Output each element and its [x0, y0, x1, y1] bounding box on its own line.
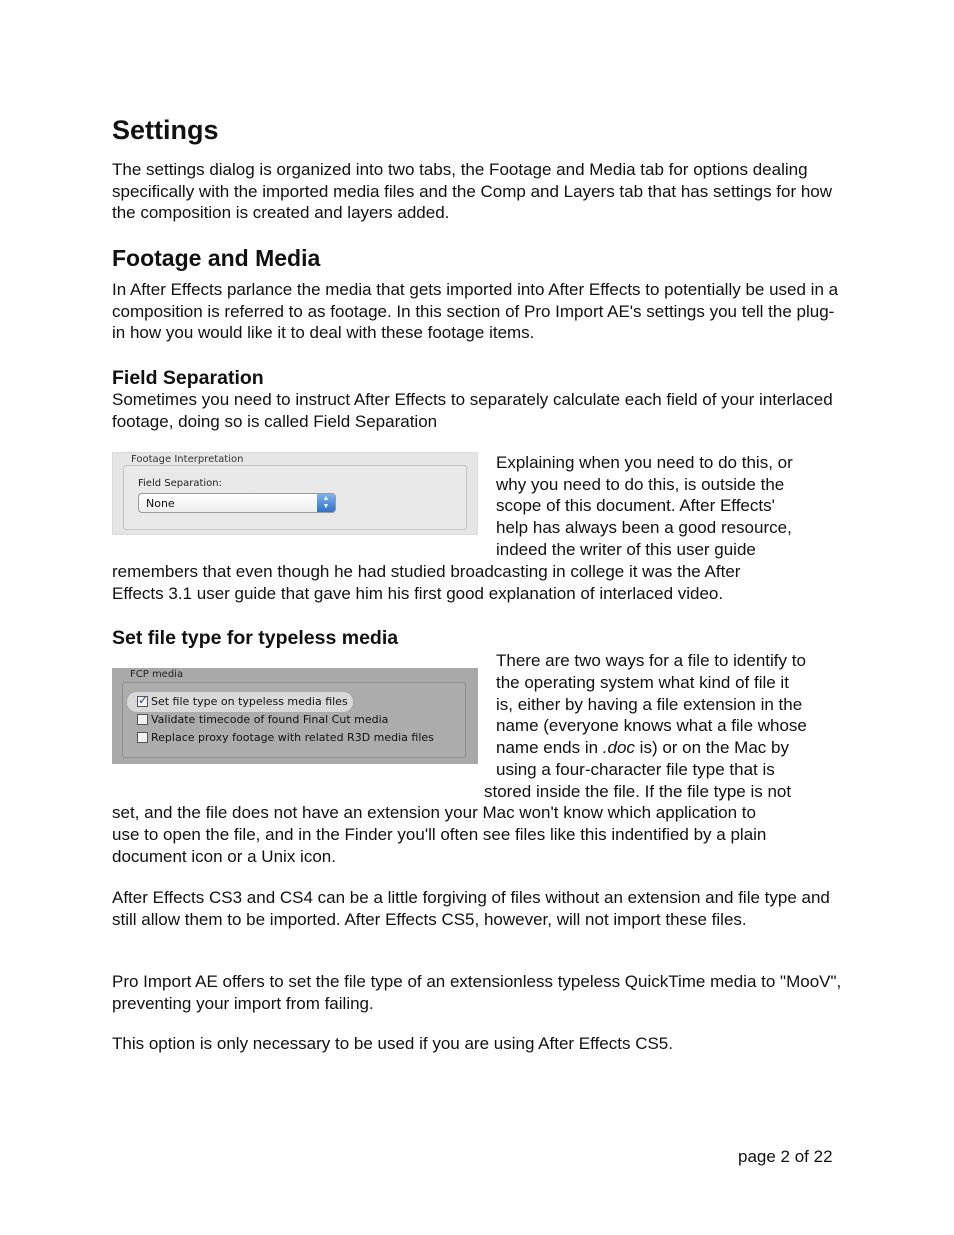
footage-media-intro: In After Effects parlance the media that gets imported into After Effects to potentially be used in a composition is referred to as footage. In this section of Pro Import AE's settings you tell the plug-in how you would like it to deal with these footage items.	[112, 280, 839, 343]
option-label: Validate timecode of found Final Cut media	[151, 713, 389, 726]
option-label: Set file type on typeless media files	[151, 695, 348, 708]
side-line: name (everyone knows what a file whose	[496, 716, 807, 735]
option-label: Replace proxy footage with related R3D media files	[151, 731, 434, 744]
side-line: Explaining when you need to do this, or	[496, 453, 793, 472]
typeless-para-3: Pro Import AE offers to set the file type of an extensionless typeless QuickTime media to "MooV", preventing your import from failing.	[112, 972, 842, 1013]
footage-media-heading: Footage and Media	[112, 245, 321, 271]
fcp-media-screenshot	[112, 668, 478, 764]
field-separation-label: Field Separation:	[138, 478, 222, 489]
field-separation-intro: Sometimes you need to instruct After Effects to separately calculate each field of your interlaced footage, doing so is called Field Separation	[112, 390, 833, 431]
page-number: page 2 of 22	[738, 1147, 833, 1166]
doc-extension: .doc	[602, 738, 635, 757]
settings-heading: Settings	[112, 115, 219, 145]
fcp-media-group	[122, 682, 466, 758]
field-separation-heading: Field Separation	[112, 367, 264, 389]
continued-line: document icon or a Unix icon.	[112, 847, 336, 866]
option-set-file-type[interactable]	[137, 695, 348, 708]
name-ends-suffix: is) or on the Mac by	[639, 738, 789, 757]
option-replace-proxy[interactable]	[137, 731, 434, 744]
footage-interpretation-screenshot	[112, 452, 478, 535]
side-line: scope of this document. After Effects'	[496, 496, 775, 515]
option-validate-timecode[interactable]	[137, 713, 388, 726]
fcp-media-title: FCP media	[130, 669, 184, 680]
settings-intro: The settings dialog is organized into two tabs, the Footage and Media tab for options dealing specifically with the imported media files and the Comp and Layers tab that has settings for how the composition is created and layers added.	[112, 160, 833, 223]
typeless-heading: Set file type for typeless media	[112, 627, 399, 649]
typeless-para-4: This option is only necessary to be used if you are using After Effects CS5.	[112, 1034, 673, 1053]
side-line: using a four-character file type that is	[496, 760, 775, 779]
side-line: stored inside the file. If the file type is not	[484, 782, 792, 801]
field-separation-select[interactable]	[138, 493, 336, 513]
side-line-doc	[496, 737, 789, 759]
select-arrows-icon: ▲ ▼	[317, 494, 335, 512]
side-line: There are two ways for a file to identify to	[496, 651, 806, 670]
field-separation-value: None	[146, 497, 175, 510]
footage-interpretation-group	[123, 465, 467, 530]
checkbox-unchecked-icon[interactable]	[137, 732, 148, 743]
side-line: is, either by having a file extension in the	[496, 695, 803, 714]
side-line: help has always been a good resource,	[496, 518, 792, 537]
checkbox-checked-icon[interactable]	[137, 696, 148, 707]
footage-interpretation-title: Footage Interpretation	[131, 454, 244, 465]
name-ends-prefix: name ends in	[496, 738, 603, 757]
continued-line: Effects 3.1 user guide that gave him his first good explanation of interlaced video.	[112, 584, 724, 603]
side-line: indeed the writer of this user guide	[496, 540, 756, 559]
side-line: the operating system what kind of file it	[496, 673, 789, 692]
continued-line: use to open the file, and in the Finder you'll often see files like this indentified by a plain	[112, 825, 767, 844]
continued-line: set, and the file does not have an extension your Mac won't know which application to	[112, 803, 756, 822]
side-line: why you need to do this, is outside the	[496, 475, 785, 494]
typeless-para-2: After Effects CS3 and CS4 can be a little forgiving of files without an extension and file type and still allow them to be imported. After Effects CS5, however, will not import these files.	[112, 888, 830, 929]
continued-line: remembers that even though he had studied broadcasting in college it was the After	[112, 562, 741, 581]
checkbox-unchecked-icon[interactable]	[137, 714, 148, 725]
